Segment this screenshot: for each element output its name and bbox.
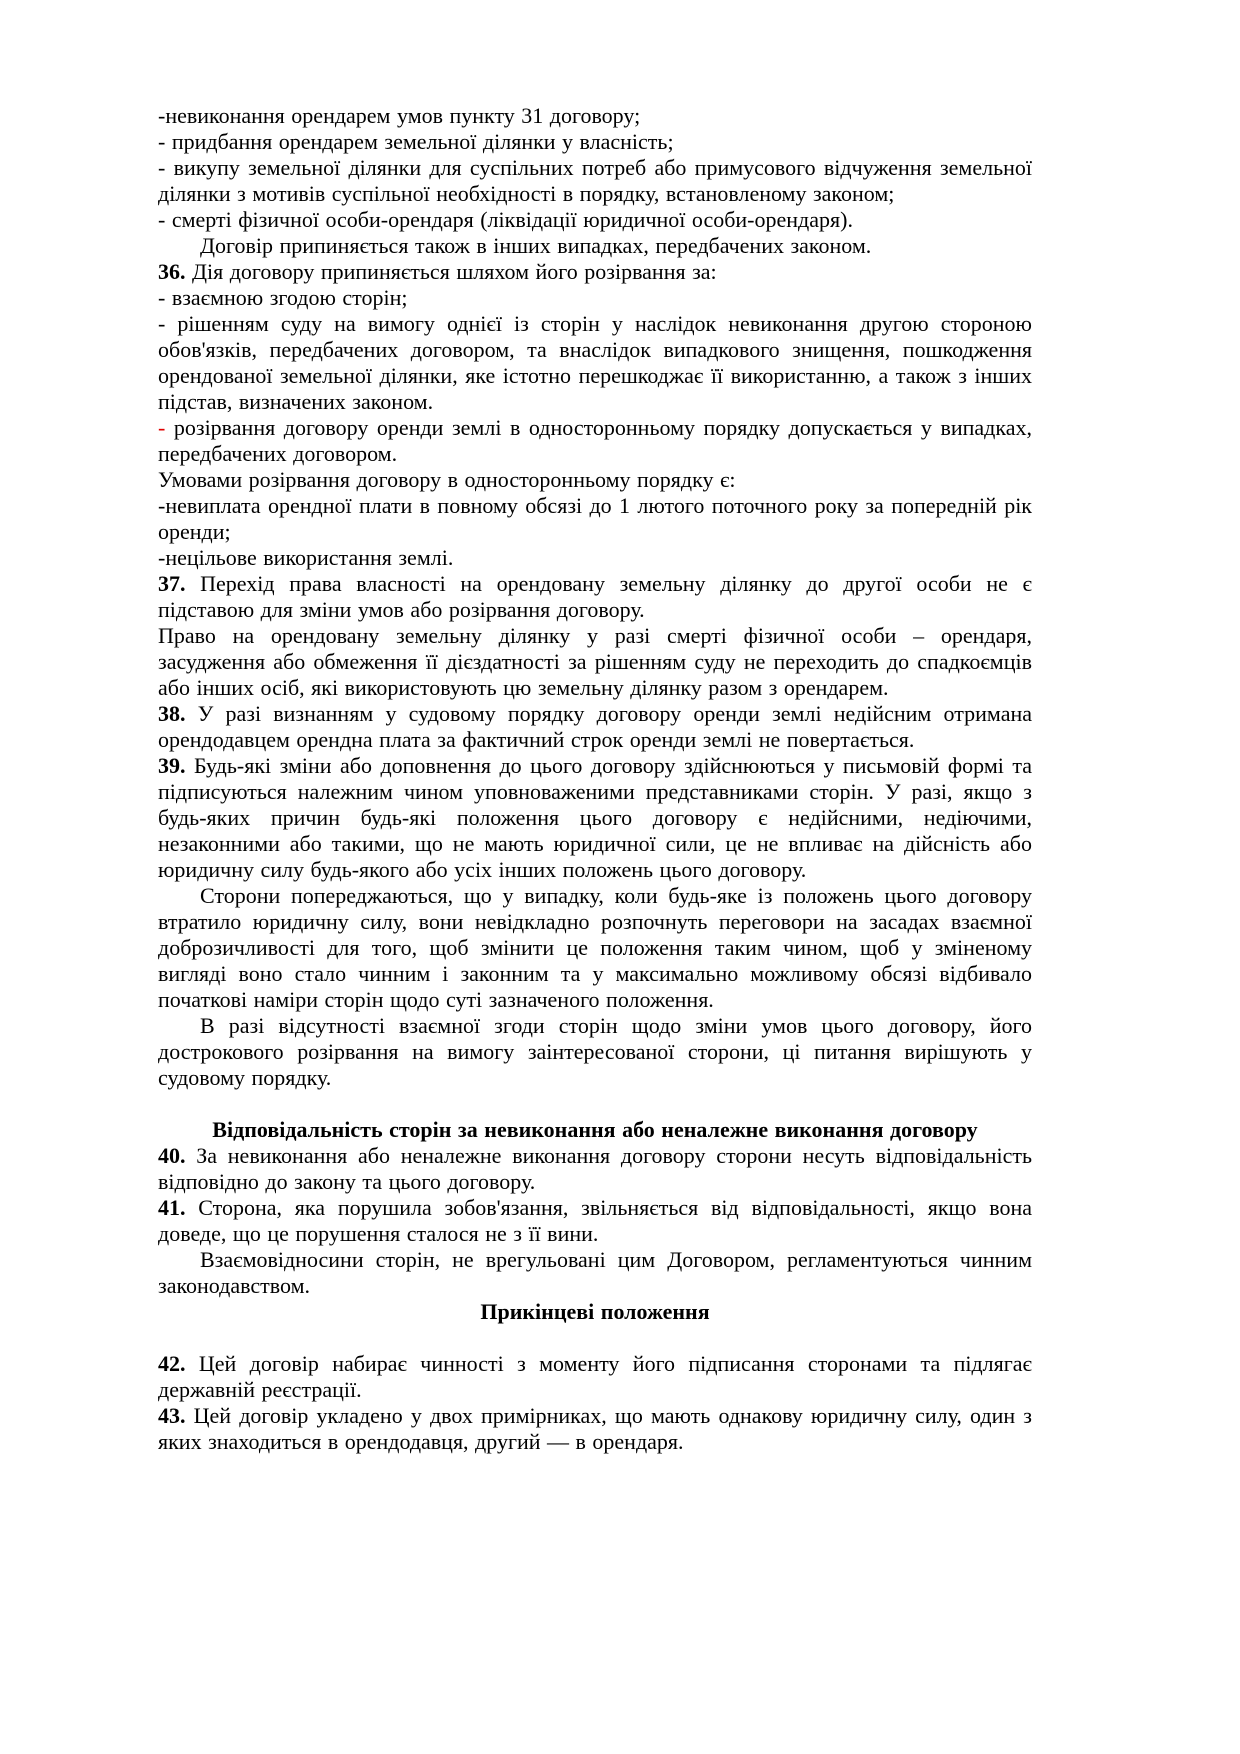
paragraph: 39. Будь-які зміни або доповнення до цього договору здійснюються у письмовій формі та підписуються належним чином уповноваженими представниками сторін. У разі, якщо з будь-яких причин будь-які положення цього договору є недійсними, недіючими, незаконними або такими, що не мають юридичної сили, це не впливає на дійсність або юридичну силу будь-якого або усіх інших положень цього договору. [158, 753, 1032, 882]
clause-number: 36. [158, 259, 186, 284]
paragraph: 37. Перехід права власності на орендовану земельну ділянку до другої особи не є підставою для зміни умов або розірвання договору. [158, 571, 1032, 622]
paragraph: - викупу земельної ділянки для суспільних потреб або примусового відчуження земельної ділянки з мотивів суспільної необхідності в порядку, встановленому законом; [158, 155, 1032, 206]
paragraph: - розірвання договору оренди землі в односторонньому порядку допускається у випадках, передбачених договором. [158, 415, 1032, 466]
paragraph: 43. Цей договір укладено у двох примірниках, що мають однакову юридичну силу, один з яких знаходиться в орендодавця, другий — в орендаря. [158, 1403, 1032, 1454]
paragraph: 38. У разі визнанням у судовому порядку договору оренди землі недійсним отримана орендодавцем орендна плата за фактичний строк оренди землі не повертається. [158, 701, 1032, 752]
section-heading: Прикінцеві положення [480, 1299, 710, 1324]
paragraph: 42. Цей договір набирає чинності з моменту його підписання сторонами та підлягає державній реєстрації. [158, 1351, 1032, 1402]
paragraph: Взаємовідносини сторін, не врегульовані цим Договором, регламентуються чинним законодавством. [158, 1247, 1032, 1298]
clause-number: 41. [158, 1195, 186, 1220]
list-marker: - [158, 415, 166, 440]
clause-number: 37. [158, 571, 186, 596]
paragraph: -невиплата орендної плати в повному обсязі до 1 лютого поточного року за попередній рік оренди; [158, 493, 1032, 544]
paragraph: - смерті фізичної особи-орендаря (ліквідації юридичної особи-орендаря). [158, 207, 853, 232]
paragraph: -нецільове використання землі. [158, 545, 454, 570]
clause-number: 38. [158, 701, 186, 726]
blank-line [158, 1091, 1032, 1117]
paragraph: Сторони попереджаються, що у випадку, коли будь-яке із положень цього договору втратило юридичну силу, вони невідкладно розпочнуть переговори на засадах взаємної доброзичливості для того, щоб змінити це положення таким чином, щоб у зміненому вигляді воно стало чинним і законним та у максимально можливому обсязі відбивало початкові наміри сторін щодо суті зазначеного положення. [158, 883, 1032, 1012]
paragraph: - взаємною згодою сторін; [158, 285, 408, 310]
clause-number: 42. [158, 1351, 186, 1376]
clause-number: 39. [158, 753, 186, 778]
paragraph: В разі відсутності взаємної згоди сторін щодо зміни умов цього договору, його дострокового розірвання на вимогу заінтересованої сторони, ці питання вирішують у судовому порядку. [158, 1013, 1032, 1090]
paragraph: -невиконання орендарем умов пункту 31 договору; [158, 103, 641, 128]
paragraph: - рішенням суду на вимогу однієї із сторін у наслідок невиконання другою стороною обов'язків, передбачених договором, та внаслідок випадкового знищення, пошкодження орендованої земельної ділянки, яке істотно перешкоджає її використанню, а також з інших підстав, визначених законом. [158, 311, 1032, 414]
paragraph: - придбання орендарем земельної ділянки у власність; [158, 129, 674, 154]
paragraph: 41. Сторона, яка порушила зобов'язання, звільняється від відповідальності, якщо вона доведе, що це порушення сталося не з її вини. [158, 1195, 1032, 1246]
paragraph: 40. За невиконання або неналежне виконання договору сторони несуть відповідальність відповідно до закону та цього договору. [158, 1143, 1032, 1194]
document-body [158, 103, 1032, 1455]
paragraph: 36. Дія договору припиняється шляхом його розірвання за: [158, 259, 717, 284]
clause-number: 40. [158, 1143, 186, 1168]
paragraph: Умовами розірвання договору в односторонньому порядку є: [158, 467, 736, 492]
section-heading: Відповідальність сторін за невиконання або неналежне виконання договору [212, 1117, 978, 1142]
paragraph: Право на орендовану земельну ділянку у разі смерті фізичної особи – орендаря, засудження або обмеження її дієздатності за рішенням суду не переходить до спадкоємців або інших осіб, які використовують цю земельну ділянку разом з орендарем. [158, 623, 1032, 700]
blank-line [158, 1325, 1032, 1351]
clause-number: 43. [158, 1403, 186, 1428]
paragraph: Договір припиняється також в інших випадках, передбачених законом. [200, 233, 872, 258]
